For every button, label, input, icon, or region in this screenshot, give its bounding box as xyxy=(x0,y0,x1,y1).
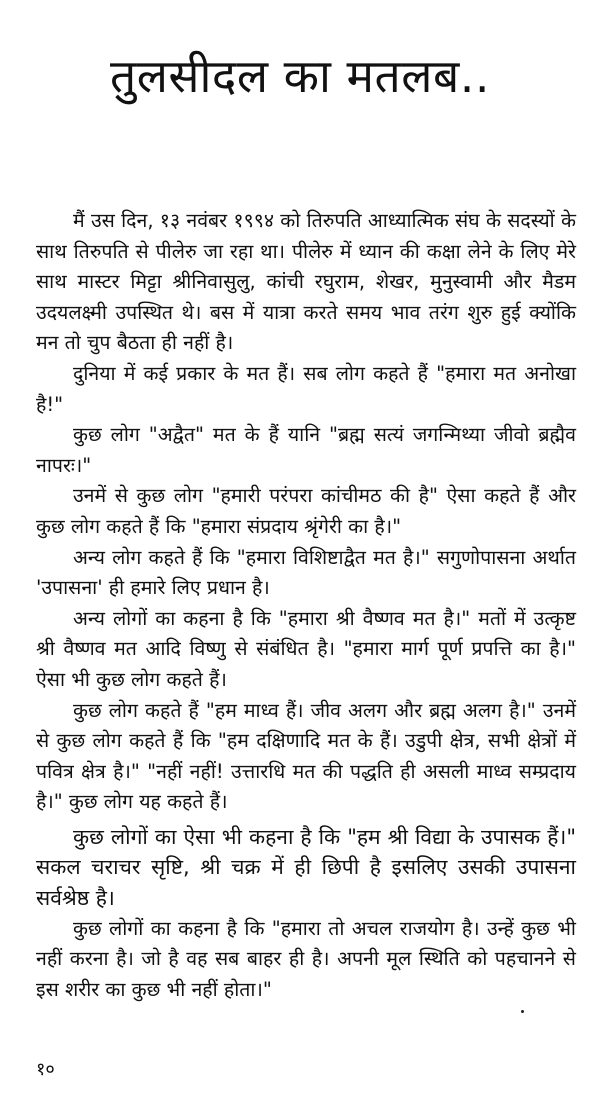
chapter-title: तुलसीदल का मतलब.. xyxy=(110,49,490,103)
paragraph: कुछ लोगों का कहना है कि "हमारा तो अचल राजयोग है। उन्हें कुछ भी नहीं करना है। जो है वह सब बाहर ही है। अपनी मूल स्थिति को पहचानने से इस शरीर का कुछ भी नहीं होता।" xyxy=(36,916,576,1001)
paragraph: कुछ लोग "अद्वैत" मत के हैं यानि "ब्रह्म सत्यं जगन्मिथ्या जीवो ब्रह्मैव नापरः।" xyxy=(36,423,576,477)
paragraph: उनमें से कुछ लोग "हमारी परंपरा कांचीमठ की है" ऐसा कहते हैं और कुछ लोग कहते हैं कि "हमारा संप्रदाय श्रृंगेरी का है।" xyxy=(36,484,576,538)
paragraph: अन्य लोगों का कहना है कि "हमारा श्री वैष्णव मत है।" मतों में उत्कृष्ट श्री वैष्णव मत आदि विष्णु से संबंधित है। "हमारा मार्ग पूर्ण प्रपत्ति का है।" ऐसा भी कुछ लोग कहते हैं। xyxy=(36,606,576,691)
page-number: १० xyxy=(36,1059,55,1080)
stray-dot xyxy=(521,1010,524,1013)
paragraph: कुछ लोग कहते हैं "हम माध्व हैं। जीव अलग और ब्रह्म अलग है।" उनमें से कुछ लोग कहते हैं कि "हम दक्षिणादि मत के हैं। उडुपी क्षेत्र, सभी क्षेत्रों में पवित्र क्षेत्र है।" "नहीं नहीं! उत्तारधि मत की पद्धति ही असली माध्व सम्प्रदाय है।" कुछ लोग यह कहते हैं। xyxy=(36,698,576,814)
paragraph: दुनिया में कई प्रकार के मत हैं। सब लोग कहते हैं "हमारा मत अनोखा है!" xyxy=(36,361,576,416)
paragraph: अन्य लोग कहते हैं कि "हमारा विशिष्टाद्वैत मत है।" सगुणोपासना अर्थात 'उपासना' ही हमारे लिए प्रधान है। xyxy=(36,545,576,600)
body-text xyxy=(36,206,576,1005)
paragraph: मैं उस दिन, १३ नवंबर १९९४ को तिरुपति आध्यात्मिक संघ के सदस्यों के साथ तिरुपति से पीलेरु जा रहा था। पीलेरु में ध्यान की कक्षा लेने के लिए मेरे साथ मास्टर मिट्टा श्रीनिवासुलु, कांची रघुराम, शेखर, मुनुस्वामी और मैडम उदयलक्ष्मी उपस्थित थे। बस में यात्रा करते समय भाव तरंग शुरु हुई क्योंकि मन तो चुप बैठता ही नहीं है। xyxy=(36,209,576,355)
paragraph: कुछ लोगों का ऐसा भी कहना है कि "हम श्री विद्या के उपासक हैं।" सकल चराचर सृष्टि, श्री चक्र में ही छिपी है इसलिए उसकी उपासना सर्वश्रेष्ठ है। xyxy=(36,824,576,911)
